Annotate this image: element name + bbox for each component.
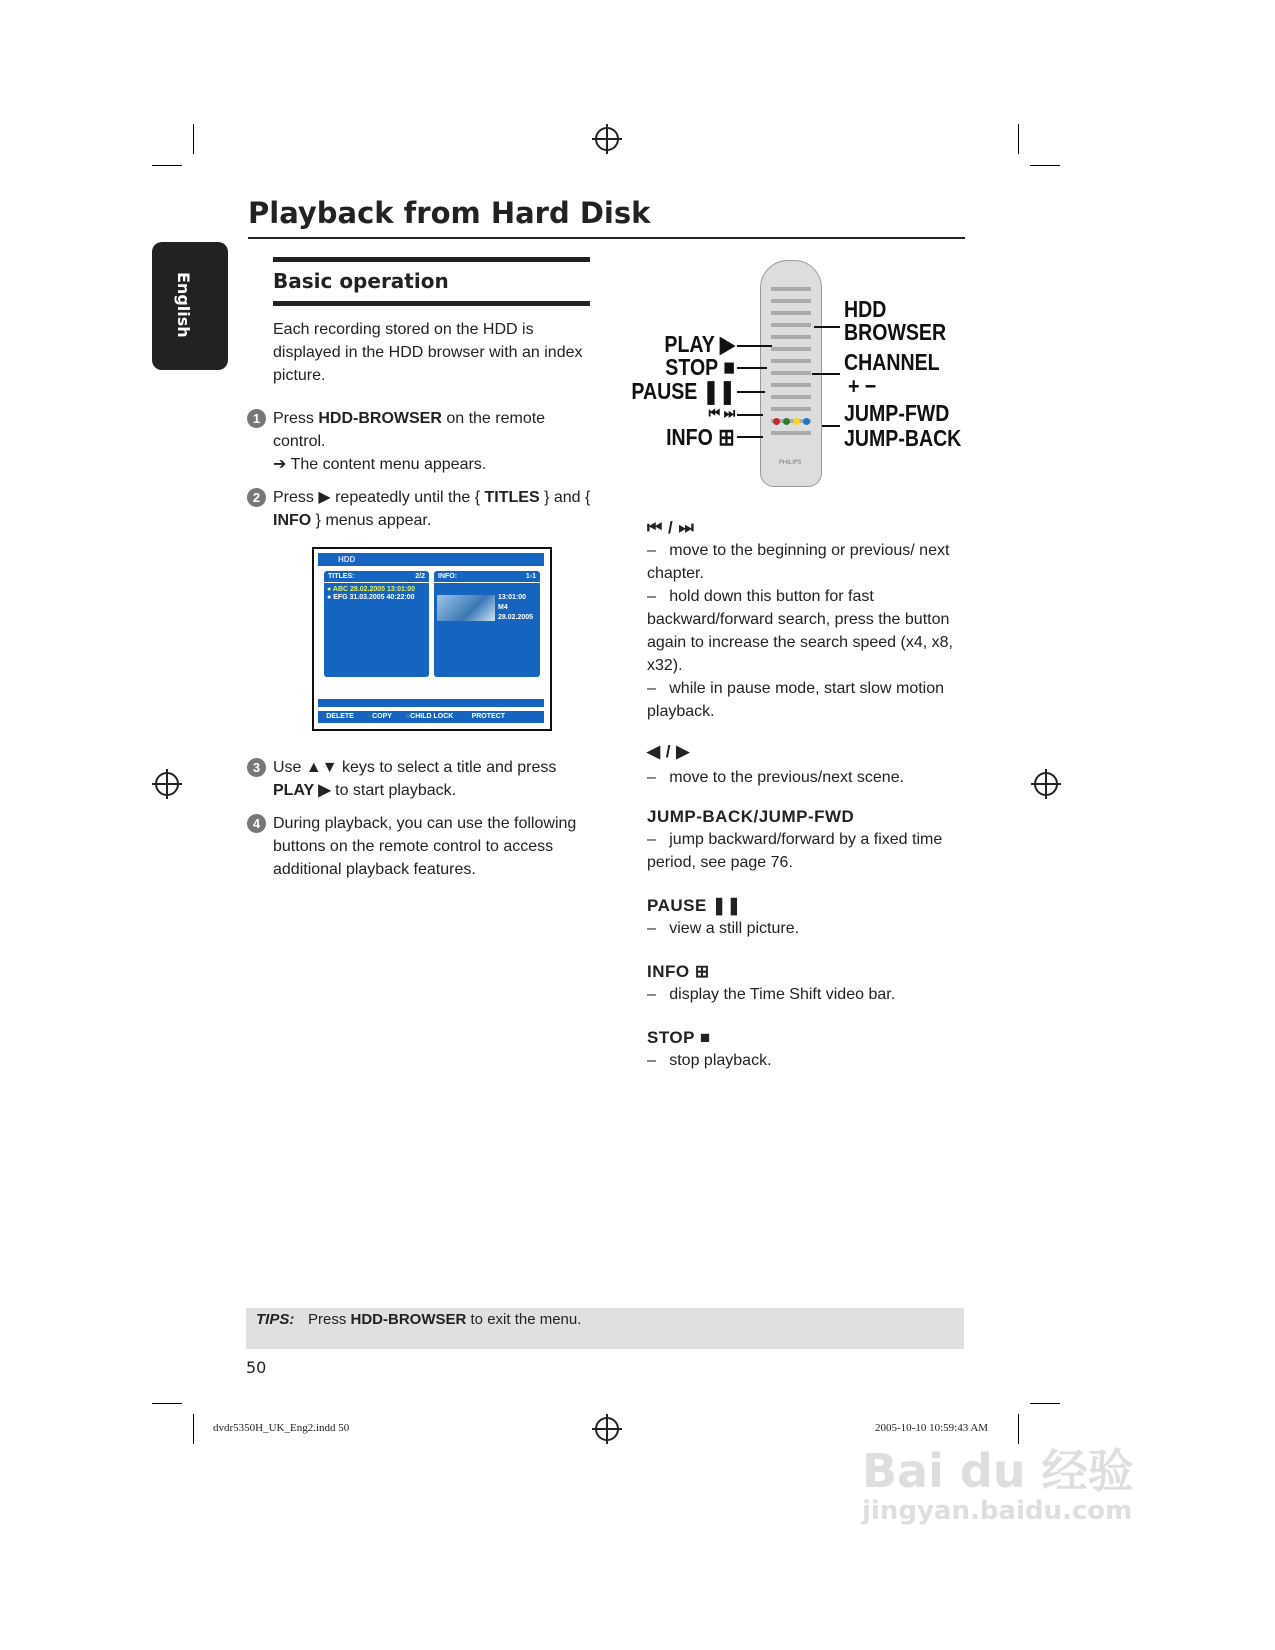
feature-item: – display the Time Shift video bar. [647, 986, 896, 1003]
callout-line [737, 414, 763, 416]
crop-mark [1018, 1414, 1019, 1444]
button-name: PLAY ▶ [273, 782, 331, 799]
info-panel [434, 571, 540, 677]
screen-header: HDD [318, 553, 544, 566]
menu-name: INFO [273, 512, 312, 529]
jump-back-label: JUMP-BACK [844, 425, 962, 451]
registration-mark-icon [155, 772, 179, 796]
color-buttons [773, 418, 810, 425]
language-tab [152, 242, 228, 370]
text: } menus appear. [311, 512, 432, 529]
callout-line [737, 367, 767, 369]
page-number: 50 [246, 1358, 267, 1377]
crop-mark [1030, 1403, 1060, 1404]
jump-fwd-label: JUMP-FWD [844, 400, 950, 426]
feature-text: jump backward/forward by a fixed time period, see page 76. [647, 831, 943, 871]
title-row-selected: ● ABC 28.02.2005 13:01:00 [327, 586, 416, 593]
title-row-text: ABC 28.02.2005 13:01:00 [332, 586, 416, 593]
hdd-browser-screenshot [312, 547, 552, 731]
feature-heading: ⏮ / ⏭ [647, 518, 695, 537]
text: } and { [539, 489, 591, 506]
section-rule [273, 301, 590, 306]
baidu-watermark: Bai du 经验 jingyan.baidu.com [862, 1444, 1134, 1526]
info-format: M4 [498, 604, 508, 611]
callout-line [737, 391, 765, 393]
step-number: 3 [247, 758, 266, 777]
callout-line [737, 436, 763, 438]
feature-text: move to the beginning or previous/ next chapter. [647, 542, 950, 582]
remote-brand: PHILIPS [779, 459, 802, 466]
text: to start playback. [330, 782, 457, 799]
crop-mark [152, 1403, 182, 1404]
text: Press [273, 410, 319, 427]
registration-mark-icon [1034, 772, 1058, 796]
registration-mark-icon [595, 1417, 619, 1441]
text: Press ▶ repeatedly until the { [273, 489, 485, 506]
feature-text: move to the previous/next scene. [669, 769, 905, 786]
text: During playback, you can use the following buttons on the remote control to access additional playback features. [273, 815, 577, 878]
info-label: INFO ⊞ [666, 424, 735, 450]
crop-mark [1018, 124, 1019, 154]
remote-buttons [771, 281, 811, 441]
callout-line [814, 326, 840, 328]
screen-button-bar [318, 711, 544, 723]
callout-line [822, 425, 840, 427]
footer-filename: dvdr5350H_UK_Eng2.indd 50 [213, 1422, 350, 1434]
feature-jump [647, 805, 967, 874]
button-name: HDD-BROWSER [318, 410, 442, 427]
feature-heading: INFO ⊞ [647, 962, 710, 981]
section-title: Basic operation [273, 269, 449, 293]
footer-timestamp: 2005-10-10 10:59:43 AM [875, 1422, 989, 1434]
info-time: 13:01:00 [498, 594, 527, 601]
titles-count: 2/2 [415, 573, 425, 580]
button-label: CHILD LOCK [410, 713, 454, 720]
titles-label: TITLES: [328, 573, 355, 580]
section-rule [273, 257, 590, 262]
title-row: ● EFG 31.03.2005 40:22:00 [327, 594, 415, 601]
feature-item: – while in pause mode, start slow motion playback. [647, 680, 945, 720]
thumbnail-image [437, 595, 495, 621]
feature-item: – move to the previous/next scene. [647, 769, 905, 786]
page-title: Playback from Hard Disk [248, 196, 651, 230]
pause-label: PAUSE ❚❚ [630, 378, 735, 404]
intro-text: Each recording stored on the HDD is displayed in the HDD browser with an index picture. [273, 321, 583, 384]
button-label: DELETE [326, 713, 354, 720]
feature-heading: ◀ / ▶ [647, 742, 690, 761]
tips-text [308, 1311, 581, 1328]
info-label: INFO: [438, 573, 458, 580]
feature-heading: PAUSE ❚❚ [647, 896, 742, 915]
feature-text: hold down this button for fast backward/forward search, press the button again to increase the search speed (x4, x8, x32). [647, 588, 953, 674]
crop-mark [152, 165, 182, 166]
tips-box [246, 1308, 964, 1349]
channel-label: CHANNEL [844, 349, 940, 375]
callout-line [812, 373, 840, 375]
info-date: 28.02.2005 [498, 614, 534, 621]
feature-item: – view a still picture. [647, 920, 800, 937]
language-tab-label: English [174, 272, 193, 338]
step-4 [252, 812, 593, 881]
registration-mark-icon [595, 127, 619, 151]
feature-item: – jump backward/forward by a fixed time period, see page 76. [647, 831, 943, 871]
hdd-label: HDD [844, 296, 887, 322]
browser-label: BROWSER [844, 319, 947, 345]
text: on the remote control. [273, 410, 546, 450]
info-details [498, 593, 533, 623]
crop-mark [1030, 165, 1060, 166]
title-rule [248, 237, 965, 239]
feature-skip [647, 516, 967, 723]
screen-divider [318, 699, 544, 707]
feature-item: – move to the beginning or previous/ next chapter. [647, 542, 950, 582]
feature-item: – hold down this button for fast backward/forward search, press the button again to increase the search speed (x4, x8, x32). [647, 588, 953, 674]
info-count: 1-1 [525, 573, 536, 580]
title-row-text: EFG 31.03.2005 40:22:00 [333, 594, 415, 601]
feature-text: view a still picture. [669, 920, 800, 937]
titles-panel [324, 571, 429, 677]
feature-pause [647, 894, 967, 940]
feature-heading: STOP ■ [647, 1028, 711, 1047]
step-2 [252, 486, 593, 532]
copy-button: ○COPY [367, 713, 392, 720]
text: Press [308, 1311, 351, 1328]
stop-label: STOP ■ [665, 354, 735, 380]
step-number: 4 [247, 814, 266, 833]
result-text: The content menu appears. [290, 456, 487, 473]
feature-stop [647, 1026, 967, 1072]
feature-text: display the Time Shift video bar. [669, 986, 896, 1003]
feature-text: stop playback. [669, 1052, 772, 1069]
feature-item: – stop playback. [647, 1052, 772, 1069]
play-label: PLAY ▶ [664, 331, 735, 357]
step-number: 1 [247, 409, 266, 428]
button-label: COPY [372, 713, 392, 720]
text: Use ▲▼ keys to select a title and press [273, 759, 557, 776]
feature-heading: JUMP-BACK/JUMP-FWD [647, 807, 855, 826]
feature-scene [647, 740, 967, 789]
text: to exit the menu. [466, 1311, 582, 1328]
child-lock-button: ○CHILD LOCK [405, 713, 454, 720]
step-1 [252, 407, 593, 476]
callout-line [737, 345, 772, 347]
tips-label: TIPS: [256, 1311, 295, 1328]
feature-text: while in pause mode, start slow motion playback. [647, 680, 945, 720]
feature-info [647, 960, 967, 1006]
skip-label: ⏮ ⏭ [708, 405, 735, 422]
arrow-icon: ➔ [273, 456, 291, 473]
step-3 [252, 756, 593, 802]
channel-plus-minus-label: + − [848, 373, 877, 399]
button-label: PROTECT [471, 713, 506, 720]
delete-button: ○DELETE [322, 713, 354, 720]
step-number: 2 [247, 488, 266, 507]
menu-name: TITLES [484, 489, 540, 506]
crop-mark [193, 124, 194, 154]
protect-button: ○PROTECT [467, 713, 506, 720]
crop-mark [193, 1414, 194, 1444]
button-name: HDD-BROWSER [350, 1311, 467, 1328]
